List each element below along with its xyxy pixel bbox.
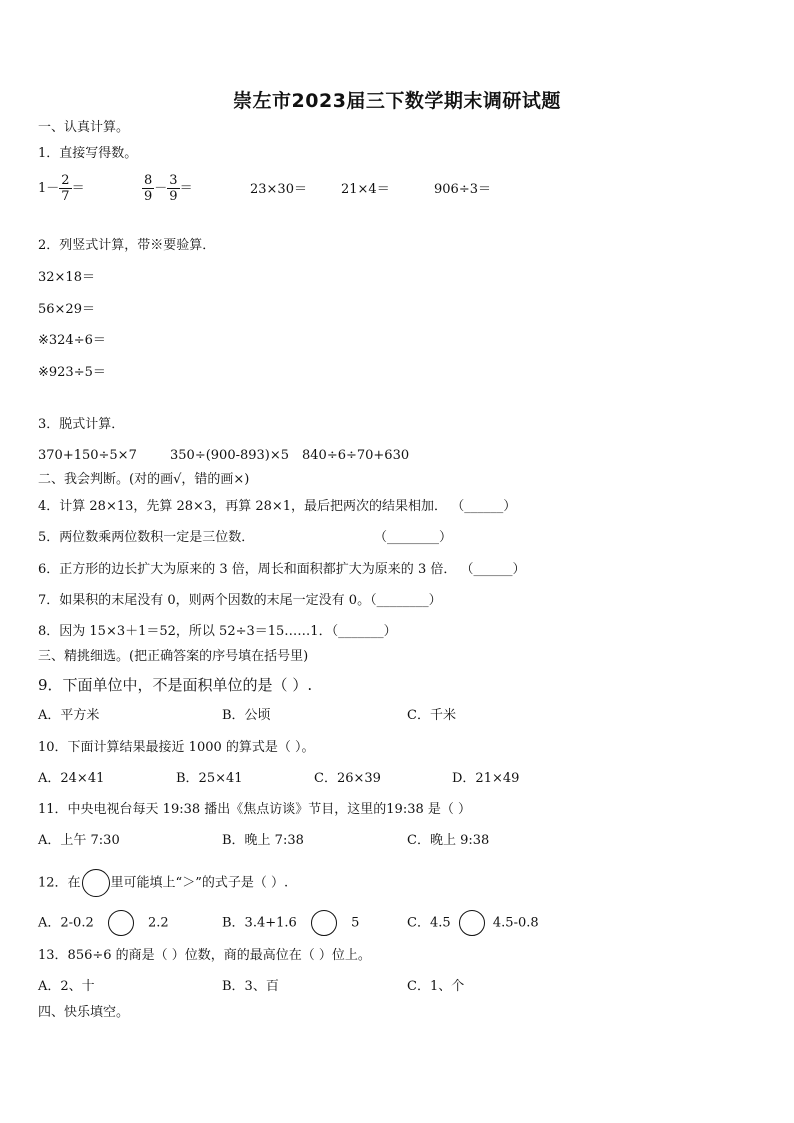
q13-option-c: C．1、个 <box>407 979 465 994</box>
fraction: $\frac{8}{9}$ <box>144 173 153 204</box>
q3-expr-1: 370+150÷5×7 <box>38 448 137 463</box>
q13-option-a: A．2、十 <box>38 979 95 994</box>
question-9-stem: 9．下面单位中，不是面积单位的是（ ）. <box>38 676 313 694</box>
q2-expr-4: ※923÷5＝ <box>38 365 106 380</box>
question-2-label: 2．列竖式计算，带※要验算． <box>38 238 216 253</box>
section-1-heading: 一、认真计算。 <box>38 120 130 135</box>
question-13-stem: 13．856÷6 的商是（ ）位数，商的最高位在（ ）位上。 <box>38 948 371 963</box>
question-8: 8．因为 15×3＋1＝52，所以 52÷3＝15……1．（_______） <box>38 624 397 639</box>
q11-option-c: C．晚上 9:38 <box>407 833 490 848</box>
question-5: 5．两位数乘两位数积一定是三位数． <box>38 530 255 545</box>
question-3-label: 3．脱式计算． <box>38 417 125 432</box>
fraction: $\frac{3}{9}$ <box>169 173 178 204</box>
circle-blank-icon <box>459 910 485 936</box>
section-3-heading: 三、精挑细选。(把正确答案的序号填在括号里) <box>38 649 309 664</box>
q10-option-a: A．24×41 <box>38 771 105 786</box>
fraction: $\frac{2}{7}$ <box>61 173 70 204</box>
q2-expr-3: ※324÷6＝ <box>38 333 106 348</box>
q9-option-a: A．平方米 <box>38 708 100 723</box>
q11-option-b: B．晚上 7:38 <box>222 833 304 848</box>
q2-expr-1: 32×18＝ <box>38 270 95 285</box>
section-4-heading: 四、快乐填空。 <box>38 1005 130 1020</box>
question-10-stem: 10．下面计算结果最接近 1000 的算式是（ ）。 <box>38 740 315 755</box>
question-5-answer-blank: （________） <box>374 530 453 545</box>
page-title: 崇左市2023届三下数学期末调研试题 <box>233 90 561 112</box>
q1-expr-1: 1－ $\frac{2}{7}$ ＝ <box>38 173 85 204</box>
section-2-heading: 二、我会判断。(对的画√，错的画×) <box>38 472 250 487</box>
q12-option-b: B．3.4+1.6 5 <box>222 910 359 936</box>
question-12-stem: 12．在 里可能填上“＞”的式子是（ ）. <box>38 869 288 897</box>
circle-blank-icon <box>311 910 337 936</box>
q9-option-c: C．千米 <box>407 708 456 723</box>
question-4: 4．计算 28×13，先算 28×3，再算 28×1，最后把两次的结果相加． （______） <box>38 499 517 514</box>
q1-expr-3: 23×30＝ <box>250 182 307 197</box>
q2-expr-2: 56×29＝ <box>38 302 95 317</box>
q12-option-c: C．4.5 4.5-0.8 <box>407 910 539 936</box>
question-11-stem: 11．中央电视台每天 19:38 播出《焦点访谈》节目，这里的19:38 是（ ） <box>38 802 471 817</box>
question-6: 6．正方形的边长扩大为原来的 3 倍，周长和面积都扩大为原来的 3 倍． （______） <box>38 562 526 577</box>
question-7: 7．如果积的末尾没有 0，则两个因数的末尾一定没有 0。（________） <box>38 593 442 608</box>
circle-blank-icon <box>108 910 134 936</box>
q10-option-c: C．26×39 <box>314 771 381 786</box>
q11-option-a: A．上午 7:30 <box>38 833 120 848</box>
circle-blank-icon <box>82 869 110 897</box>
q3-expr-2: 350÷(900-893)×5 <box>170 448 290 463</box>
q10-option-b: B．25×41 <box>176 771 243 786</box>
question-1-label: 1．直接写得数。 <box>38 146 138 161</box>
q13-option-b: B．3、百 <box>222 979 279 994</box>
q3-expr-3: 840÷6÷70+630 <box>302 448 410 463</box>
q1-expr-5: 906÷3＝ <box>434 182 491 197</box>
q9-option-b: B．公顷 <box>222 708 271 723</box>
q1-expr-4: 21×4＝ <box>341 182 390 197</box>
q10-option-d: D．21×49 <box>452 771 520 786</box>
q12-option-a: A．2-0.2 2.2 <box>38 910 169 936</box>
q1-expr-2: $\frac{8}{9}$ － $\frac{3}{9}$ ＝ <box>144 173 193 204</box>
